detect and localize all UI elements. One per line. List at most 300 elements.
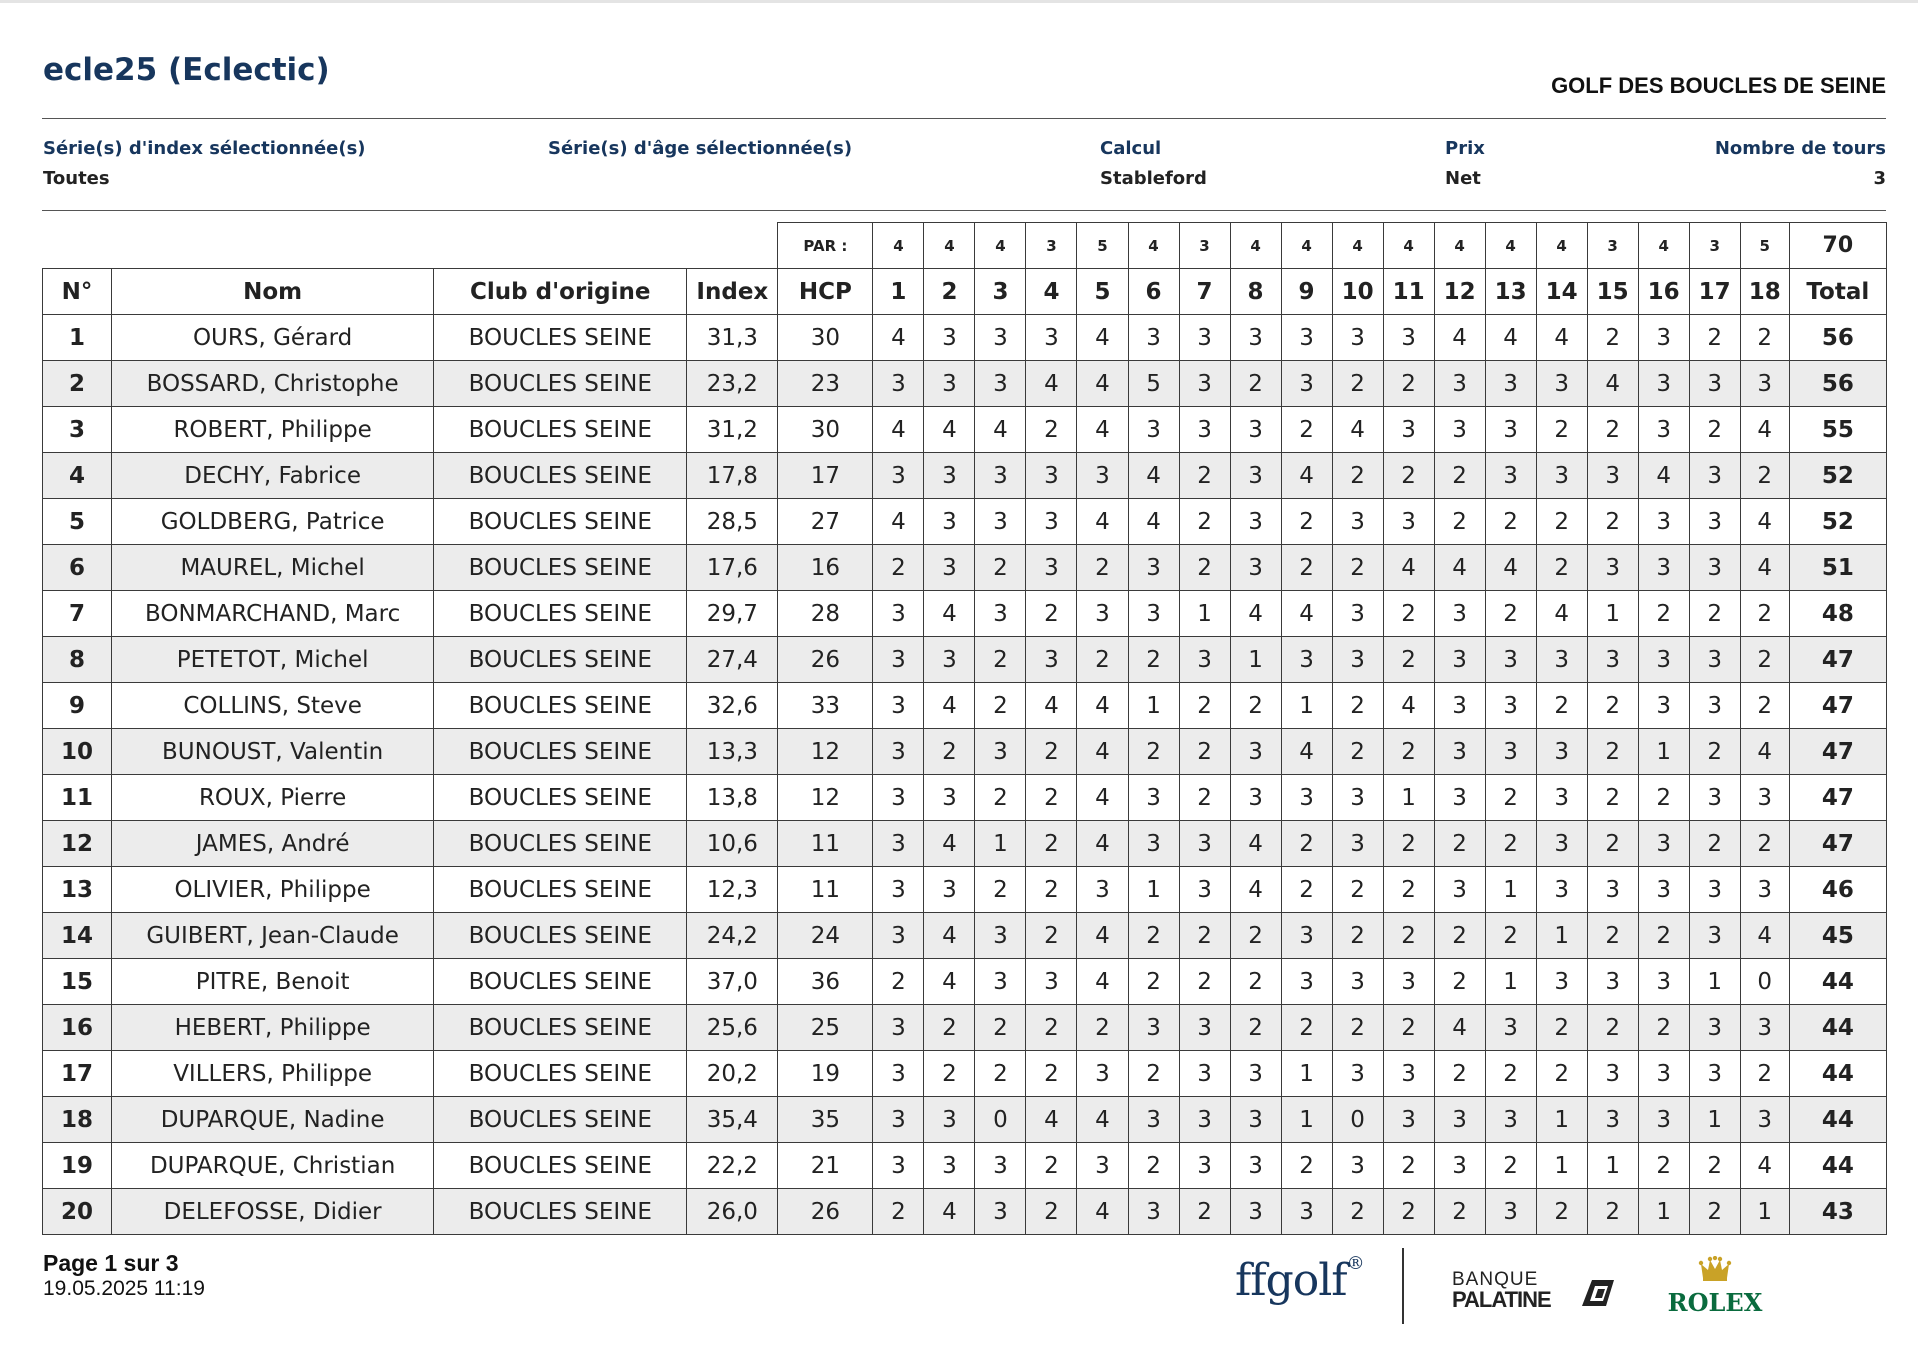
hole-7-score-cell: 2 [1179, 499, 1230, 545]
hole-12-score-cell: 3 [1434, 1097, 1485, 1143]
hcp-cell: 25 [778, 1005, 873, 1051]
hole-6-score-cell: 3 [1128, 315, 1179, 361]
par-hole-10: 4 [1332, 223, 1383, 269]
table-row [43, 683, 1887, 729]
hole-11-score-cell: 3 [1383, 499, 1434, 545]
hole-2-score-cell: 2 [924, 1005, 975, 1051]
rank-cell: 18 [43, 1097, 112, 1143]
hole-12-score-cell: 3 [1434, 729, 1485, 775]
hole-6-score-cell: 1 [1128, 683, 1179, 729]
col-index-header: Index [687, 269, 778, 315]
hole-1-score-cell: 3 [873, 821, 924, 867]
index-cell: 12,3 [687, 867, 778, 913]
hole-15-score-cell: 4 [1587, 361, 1638, 407]
hole-18-score-cell: 4 [1740, 407, 1789, 453]
hole-2-score-cell: 3 [924, 867, 975, 913]
calc-label: Calcul [1100, 138, 1162, 159]
hole-9-score-cell: 4 [1281, 453, 1332, 499]
total-cell: 48 [1789, 591, 1886, 637]
hcp-cell: 17 [778, 453, 873, 499]
hole-9-score-cell: 3 [1281, 1189, 1332, 1235]
hole-4-score-cell: 2 [1026, 407, 1077, 453]
hole-4-score-cell: 2 [1026, 1143, 1077, 1189]
club-cell: BOUCLES SEINE [434, 361, 687, 407]
hole-4-score-cell: 3 [1026, 453, 1077, 499]
hole-9-score-cell: 4 [1281, 729, 1332, 775]
hole-1-score-cell: 3 [873, 867, 924, 913]
hole-8-score-cell: 3 [1230, 1143, 1281, 1189]
hole-14-score-cell: 3 [1536, 867, 1587, 913]
hole-6-score-cell: 3 [1128, 821, 1179, 867]
rounds-count [1715, 138, 1886, 189]
par-hole-5: 5 [1077, 223, 1128, 269]
hole-14-score-cell: 3 [1536, 637, 1587, 683]
hole-9-score-cell: 1 [1281, 683, 1332, 729]
col-hole-13-header: 13 [1485, 269, 1536, 315]
hole-11-score-cell: 4 [1383, 683, 1434, 729]
hole-11-score-cell: 2 [1383, 913, 1434, 959]
hole-1-score-cell: 4 [873, 499, 924, 545]
hole-9-score-cell: 4 [1281, 591, 1332, 637]
hole-12-score-cell: 4 [1434, 315, 1485, 361]
hole-10-score-cell: 3 [1332, 959, 1383, 1005]
hole-18-score-cell: 4 [1740, 545, 1789, 591]
table-row [43, 959, 1887, 1005]
hole-15-score-cell: 3 [1587, 1097, 1638, 1143]
table-row [43, 637, 1887, 683]
hole-3-score-cell: 2 [975, 683, 1026, 729]
hole-11-score-cell: 2 [1383, 637, 1434, 683]
hole-4-score-cell: 4 [1026, 361, 1077, 407]
hcp-cell: 11 [778, 867, 873, 913]
hole-13-score-cell: 3 [1485, 453, 1536, 499]
hole-12-score-cell: 4 [1434, 545, 1485, 591]
banque-text: BANQUE [1452, 1269, 1539, 1290]
player-name-cell: JAMES, André [112, 821, 434, 867]
hole-17-score-cell: 3 [1689, 637, 1740, 683]
col-club-header: Club d'origine [434, 269, 687, 315]
total-cell: 52 [1789, 499, 1886, 545]
hole-15-score-cell: 2 [1587, 1005, 1638, 1051]
total-cell: 44 [1789, 959, 1886, 1005]
hole-2-score-cell: 3 [924, 1097, 975, 1143]
hole-14-score-cell: 3 [1536, 453, 1587, 499]
hole-8-score-cell: 3 [1230, 775, 1281, 821]
hole-15-score-cell: 3 [1587, 867, 1638, 913]
total-cell: 45 [1789, 913, 1886, 959]
hole-13-score-cell: 2 [1485, 821, 1536, 867]
hole-2-score-cell: 4 [924, 959, 975, 1005]
hole-3-score-cell: 4 [975, 407, 1026, 453]
hole-7-score-cell: 2 [1179, 729, 1230, 775]
player-name-cell: VILLERS, Philippe [112, 1051, 434, 1097]
par-spacer [43, 223, 778, 269]
index-cell: 31,3 [687, 315, 778, 361]
hole-17-score-cell: 3 [1689, 499, 1740, 545]
hole-10-score-cell: 2 [1332, 453, 1383, 499]
player-name-cell: DELEFOSSE, Didier [112, 1189, 434, 1235]
par-hole-4: 3 [1026, 223, 1077, 269]
club-cell: BOUCLES SEINE [434, 821, 687, 867]
hole-11-score-cell: 3 [1383, 959, 1434, 1005]
hole-15-score-cell: 3 [1587, 1051, 1638, 1097]
calc-mode [1100, 138, 1207, 189]
total-cell: 44 [1789, 1097, 1886, 1143]
hole-4-score-cell: 3 [1026, 545, 1077, 591]
hole-6-score-cell: 3 [1128, 1097, 1179, 1143]
calc-value: Stableford [1100, 168, 1207, 189]
hole-10-score-cell: 2 [1332, 361, 1383, 407]
rolex-text: ROLEX [1667, 1288, 1763, 1317]
hole-1-score-cell: 3 [873, 913, 924, 959]
hole-2-score-cell: 4 [924, 591, 975, 637]
meta-divider [42, 210, 1886, 211]
hole-17-score-cell: 3 [1689, 683, 1740, 729]
hole-7-score-cell: 2 [1179, 913, 1230, 959]
hole-12-score-cell: 3 [1434, 775, 1485, 821]
hole-11-score-cell: 3 [1383, 315, 1434, 361]
rank-cell: 12 [43, 821, 112, 867]
hole-15-score-cell: 1 [1587, 591, 1638, 637]
hole-17-score-cell: 3 [1689, 1005, 1740, 1051]
col-hole-6-header: 6 [1128, 269, 1179, 315]
col-hole-18-header: 18 [1740, 269, 1789, 315]
player-name-cell: BOSSARD, Christophe [112, 361, 434, 407]
total-cell: 47 [1789, 683, 1886, 729]
index-cell: 22,2 [687, 1143, 778, 1189]
hole-5-score-cell: 4 [1077, 407, 1128, 453]
palatine-emblem-icon [1578, 1276, 1616, 1310]
total-cell: 47 [1789, 637, 1886, 683]
hole-3-score-cell: 3 [975, 1143, 1026, 1189]
index-cell: 27,4 [687, 637, 778, 683]
hole-5-score-cell: 4 [1077, 361, 1128, 407]
player-name-cell: MAUREL, Michel [112, 545, 434, 591]
hole-4-score-cell: 3 [1026, 637, 1077, 683]
hole-16-score-cell: 2 [1638, 1143, 1689, 1189]
hole-17-score-cell: 2 [1689, 591, 1740, 637]
hole-1-score-cell: 4 [873, 407, 924, 453]
club-cell: BOUCLES SEINE [434, 499, 687, 545]
hole-15-score-cell: 2 [1587, 683, 1638, 729]
hole-16-score-cell: 3 [1638, 821, 1689, 867]
hole-15-score-cell: 2 [1587, 821, 1638, 867]
hole-2-score-cell: 3 [924, 361, 975, 407]
hole-15-score-cell: 3 [1587, 545, 1638, 591]
par-hole-3: 4 [975, 223, 1026, 269]
hole-11-score-cell: 3 [1383, 407, 1434, 453]
hole-17-score-cell: 3 [1689, 775, 1740, 821]
hole-6-score-cell: 3 [1128, 1005, 1179, 1051]
hole-18-score-cell: 2 [1740, 637, 1789, 683]
hole-7-score-cell: 3 [1179, 867, 1230, 913]
total-cell: 47 [1789, 775, 1886, 821]
hole-17-score-cell: 3 [1689, 545, 1740, 591]
rank-cell: 11 [43, 775, 112, 821]
par-hole-13: 4 [1485, 223, 1536, 269]
hole-2-score-cell: 4 [924, 913, 975, 959]
hole-15-score-cell: 2 [1587, 775, 1638, 821]
hole-6-score-cell: 3 [1128, 775, 1179, 821]
hole-5-score-cell: 4 [1077, 1189, 1128, 1235]
hole-3-score-cell: 2 [975, 1051, 1026, 1097]
total-cell: 52 [1789, 453, 1886, 499]
hcp-cell: 30 [778, 407, 873, 453]
table-row [43, 1143, 1887, 1189]
top-border [0, 0, 1918, 3]
player-name-cell: COLLINS, Steve [112, 683, 434, 729]
hole-5-score-cell: 2 [1077, 1005, 1128, 1051]
hole-14-score-cell: 2 [1536, 1005, 1587, 1051]
hole-13-score-cell: 3 [1485, 683, 1536, 729]
hole-2-score-cell: 4 [924, 821, 975, 867]
hole-10-score-cell: 2 [1332, 545, 1383, 591]
hole-9-score-cell: 1 [1281, 1051, 1332, 1097]
hole-13-score-cell: 2 [1485, 1051, 1536, 1097]
col-total-header: Total [1789, 269, 1886, 315]
hole-4-score-cell: 2 [1026, 1189, 1077, 1235]
hole-10-score-cell: 4 [1332, 407, 1383, 453]
hole-8-score-cell: 3 [1230, 729, 1281, 775]
prize-value: Net [1445, 168, 1481, 189]
total-cell: 47 [1789, 729, 1886, 775]
hole-4-score-cell: 3 [1026, 315, 1077, 361]
hole-14-score-cell: 2 [1536, 1189, 1587, 1235]
hole-11-score-cell: 2 [1383, 729, 1434, 775]
logo-separator [1402, 1248, 1404, 1324]
hole-16-score-cell: 3 [1638, 683, 1689, 729]
table-row [43, 545, 1887, 591]
hole-18-score-cell: 4 [1740, 913, 1789, 959]
hole-7-score-cell: 3 [1179, 315, 1230, 361]
hole-3-score-cell: 3 [975, 729, 1026, 775]
hole-13-score-cell: 3 [1485, 1097, 1536, 1143]
hole-17-score-cell: 2 [1689, 729, 1740, 775]
hole-10-score-cell: 2 [1332, 729, 1383, 775]
hole-18-score-cell: 3 [1740, 867, 1789, 913]
hole-12-score-cell: 2 [1434, 821, 1485, 867]
hole-3-score-cell: 3 [975, 315, 1026, 361]
hole-6-score-cell: 3 [1128, 407, 1179, 453]
index-cell: 37,0 [687, 959, 778, 1005]
hole-2-score-cell: 3 [924, 453, 975, 499]
hole-6-score-cell: 2 [1128, 959, 1179, 1005]
hole-10-score-cell: 3 [1332, 591, 1383, 637]
par-hole-12: 4 [1434, 223, 1485, 269]
registered-mark: ® [1346, 1253, 1364, 1274]
print-datetime: 19.05.2025 11:19 [43, 1277, 205, 1300]
total-cell: 44 [1789, 1143, 1886, 1189]
hole-11-score-cell: 3 [1383, 1051, 1434, 1097]
hole-17-score-cell: 2 [1689, 821, 1740, 867]
col-hole-17-header: 17 [1689, 269, 1740, 315]
hole-3-score-cell: 2 [975, 1005, 1026, 1051]
club-cell: BOUCLES SEINE [434, 545, 687, 591]
hole-7-score-cell: 3 [1179, 637, 1230, 683]
hole-17-score-cell: 2 [1689, 315, 1740, 361]
hole-17-score-cell: 1 [1689, 959, 1740, 1005]
index-cell: 23,2 [687, 361, 778, 407]
club-cell: BOUCLES SEINE [434, 453, 687, 499]
hole-7-score-cell: 2 [1179, 1189, 1230, 1235]
hole-8-score-cell: 4 [1230, 867, 1281, 913]
table-row [43, 1051, 1887, 1097]
hole-2-score-cell: 3 [924, 315, 975, 361]
hole-13-score-cell: 3 [1485, 361, 1536, 407]
hole-2-score-cell: 4 [924, 683, 975, 729]
col-hole-16-header: 16 [1638, 269, 1689, 315]
hole-5-score-cell: 4 [1077, 1097, 1128, 1143]
hole-14-score-cell: 3 [1536, 729, 1587, 775]
hole-7-score-cell: 2 [1179, 683, 1230, 729]
crown-icon [1698, 1256, 1732, 1282]
total-cell: 43 [1789, 1189, 1886, 1235]
hole-7-score-cell: 3 [1179, 1005, 1230, 1051]
hole-17-score-cell: 3 [1689, 453, 1740, 499]
hcp-cell: 26 [778, 1189, 873, 1235]
hole-5-score-cell: 4 [1077, 683, 1128, 729]
hole-8-score-cell: 4 [1230, 591, 1281, 637]
player-name-cell: GUIBERT, Jean-Claude [112, 913, 434, 959]
rank-cell: 14 [43, 913, 112, 959]
par-hole-14: 4 [1536, 223, 1587, 269]
hole-11-score-cell: 2 [1383, 1189, 1434, 1235]
col-hole-4-header: 4 [1026, 269, 1077, 315]
hcp-cell: 11 [778, 821, 873, 867]
prize-mode [1445, 138, 1485, 189]
hcp-cell: 35 [778, 1097, 873, 1143]
hole-4-score-cell: 4 [1026, 1097, 1077, 1143]
hcp-cell: 27 [778, 499, 873, 545]
hole-9-score-cell: 2 [1281, 1005, 1332, 1051]
hole-5-score-cell: 2 [1077, 637, 1128, 683]
hole-8-score-cell: 2 [1230, 1005, 1281, 1051]
hole-4-score-cell: 2 [1026, 775, 1077, 821]
player-name-cell: OURS, Gérard [112, 315, 434, 361]
hole-16-score-cell: 3 [1638, 1051, 1689, 1097]
club-cell: BOUCLES SEINE [434, 1143, 687, 1189]
hole-7-score-cell: 3 [1179, 361, 1230, 407]
hcp-cell: 16 [778, 545, 873, 591]
hole-9-score-cell: 3 [1281, 637, 1332, 683]
hole-5-score-cell: 4 [1077, 775, 1128, 821]
hole-3-score-cell: 3 [975, 913, 1026, 959]
hole-16-score-cell: 3 [1638, 1097, 1689, 1143]
col-hole-14-header: 14 [1536, 269, 1587, 315]
hole-16-score-cell: 3 [1638, 407, 1689, 453]
hole-6-score-cell: 2 [1128, 913, 1179, 959]
hole-1-score-cell: 3 [873, 591, 924, 637]
par-total: 70 [1789, 223, 1886, 269]
hole-17-score-cell: 2 [1689, 1143, 1740, 1189]
hole-18-score-cell: 1 [1740, 1189, 1789, 1235]
rank-cell: 1 [43, 315, 112, 361]
club-cell: BOUCLES SEINE [434, 683, 687, 729]
hole-14-score-cell: 4 [1536, 315, 1587, 361]
hole-1-score-cell: 3 [873, 1097, 924, 1143]
hole-13-score-cell: 3 [1485, 1189, 1536, 1235]
hole-8-score-cell: 1 [1230, 637, 1281, 683]
hole-5-score-cell: 3 [1077, 867, 1128, 913]
hole-12-score-cell: 3 [1434, 683, 1485, 729]
hole-18-score-cell: 4 [1740, 1143, 1789, 1189]
hole-10-score-cell: 2 [1332, 683, 1383, 729]
hole-18-score-cell: 4 [1740, 729, 1789, 775]
hcp-cell: 12 [778, 729, 873, 775]
page-number: Page 1 sur 3 [43, 1250, 179, 1276]
rolex-logo [1665, 1256, 1765, 1317]
hole-18-score-cell: 2 [1740, 683, 1789, 729]
hole-14-score-cell: 3 [1536, 775, 1587, 821]
hole-3-score-cell: 2 [975, 867, 1026, 913]
hole-12-score-cell: 3 [1434, 1143, 1485, 1189]
rank-cell: 2 [43, 361, 112, 407]
hole-12-score-cell: 3 [1434, 361, 1485, 407]
hole-2-score-cell: 4 [924, 1189, 975, 1235]
club-cell: BOUCLES SEINE [434, 867, 687, 913]
prize-label: Prix [1445, 138, 1485, 159]
player-name-cell: ROBERT, Philippe [112, 407, 434, 453]
index-cell: 25,6 [687, 1005, 778, 1051]
hole-16-score-cell: 3 [1638, 637, 1689, 683]
hole-13-score-cell: 1 [1485, 959, 1536, 1005]
hole-6-score-cell: 4 [1128, 453, 1179, 499]
hole-5-score-cell: 3 [1077, 1051, 1128, 1097]
hole-10-score-cell: 3 [1332, 315, 1383, 361]
hole-14-score-cell: 2 [1536, 545, 1587, 591]
hole-14-score-cell: 2 [1536, 683, 1587, 729]
hole-15-score-cell: 3 [1587, 637, 1638, 683]
hole-3-score-cell: 1 [975, 821, 1026, 867]
club-cell: BOUCLES SEINE [434, 1097, 687, 1143]
hole-3-score-cell: 3 [975, 959, 1026, 1005]
hole-3-score-cell: 3 [975, 591, 1026, 637]
hole-11-score-cell: 2 [1383, 591, 1434, 637]
player-name-cell: BUNOUST, Valentin [112, 729, 434, 775]
hole-15-score-cell: 2 [1587, 729, 1638, 775]
par-hole-18: 5 [1740, 223, 1789, 269]
hole-9-score-cell: 3 [1281, 315, 1332, 361]
hole-13-score-cell: 2 [1485, 591, 1536, 637]
table-row [43, 1189, 1887, 1235]
total-cell: 55 [1789, 407, 1886, 453]
hole-8-score-cell: 3 [1230, 453, 1281, 499]
hole-1-score-cell: 4 [873, 315, 924, 361]
hole-8-score-cell: 3 [1230, 545, 1281, 591]
hole-16-score-cell: 3 [1638, 959, 1689, 1005]
hcp-cell: 33 [778, 683, 873, 729]
hole-13-score-cell: 4 [1485, 545, 1536, 591]
table-row [43, 867, 1887, 913]
hole-10-score-cell: 3 [1332, 499, 1383, 545]
hole-18-score-cell: 0 [1740, 959, 1789, 1005]
hole-2-score-cell: 2 [924, 729, 975, 775]
hole-17-score-cell: 3 [1689, 913, 1740, 959]
hole-5-score-cell: 4 [1077, 959, 1128, 1005]
hole-17-score-cell: 3 [1689, 361, 1740, 407]
col-hole-5-header: 5 [1077, 269, 1128, 315]
index-series-value: Toutes [43, 168, 110, 189]
club-cell: BOUCLES SEINE [434, 1051, 687, 1097]
col-hole-10-header: 10 [1332, 269, 1383, 315]
hole-16-score-cell: 4 [1638, 453, 1689, 499]
total-cell: 56 [1789, 361, 1886, 407]
hole-14-score-cell: 2 [1536, 1051, 1587, 1097]
col-hole-8-header: 8 [1230, 269, 1281, 315]
hole-2-score-cell: 4 [924, 407, 975, 453]
total-cell: 44 [1789, 1051, 1886, 1097]
hole-15-score-cell: 3 [1587, 453, 1638, 499]
